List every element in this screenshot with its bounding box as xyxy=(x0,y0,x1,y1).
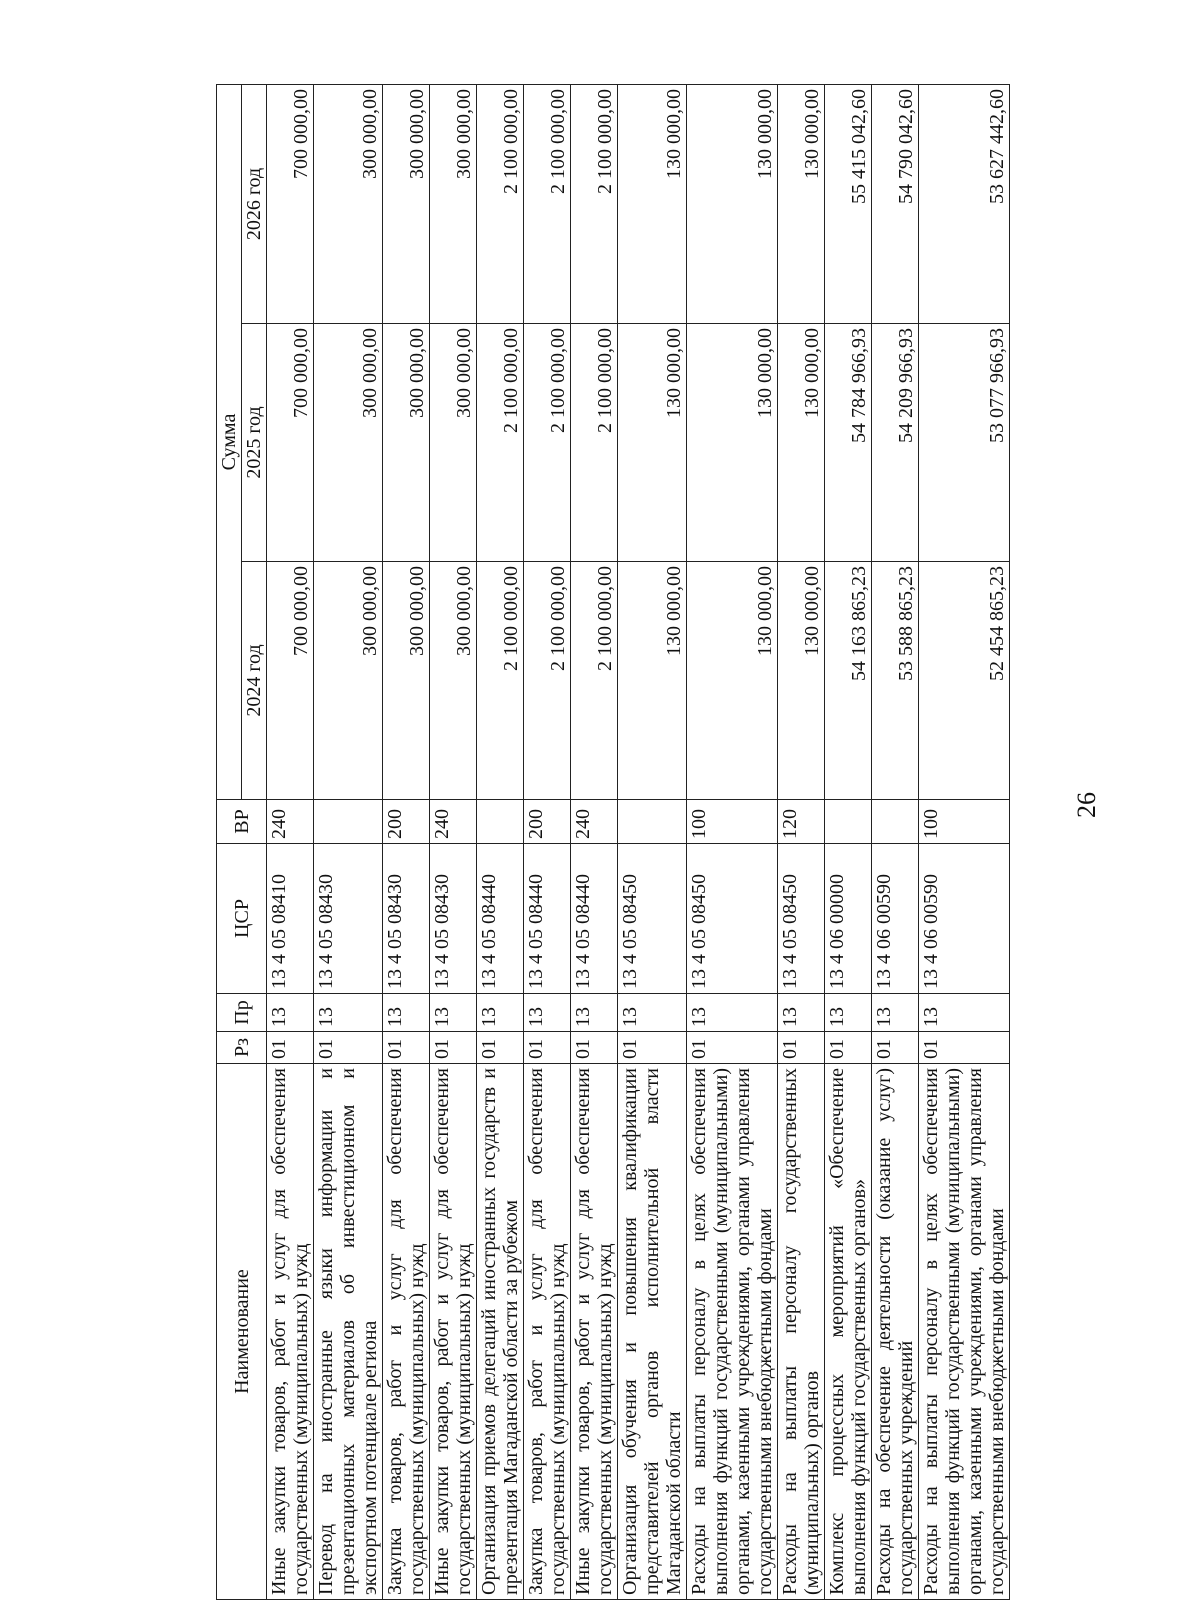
cell-y2026: 2 100 000,00 xyxy=(571,84,618,323)
cell-rz: 01 xyxy=(383,1032,430,1064)
cell-y2024: 52 454 865,23 xyxy=(919,562,1010,800)
cell-y2024: 53 588 865,23 xyxy=(872,562,919,800)
cell-rz: 01 xyxy=(919,1032,1010,1064)
cell-y2025: 53 077 966,93 xyxy=(919,324,1010,562)
cell-csr: 13 4 05 08450 xyxy=(778,844,825,994)
cell-rz: 01 xyxy=(687,1032,778,1064)
cell-csr: 13 4 05 08430 xyxy=(430,844,477,994)
cell-y2026: 2 100 000,00 xyxy=(477,84,524,323)
page-number: 26 xyxy=(1072,792,1101,818)
cell-pr: 13 xyxy=(825,994,872,1032)
cell-y2024: 300 000,00 xyxy=(314,562,383,800)
table-row xyxy=(524,84,571,1599)
cell-y2025: 2 100 000,00 xyxy=(571,324,618,562)
cell-y2024: 2 100 000,00 xyxy=(524,562,571,800)
cell-pr: 13 xyxy=(872,994,919,1032)
table-row xyxy=(477,84,524,1599)
cell-pr: 13 xyxy=(618,994,687,1032)
table-row xyxy=(618,84,687,1599)
cell-csr: 13 4 05 08440 xyxy=(571,844,618,994)
cell-vr: 240 xyxy=(267,800,314,844)
table-row xyxy=(778,84,825,1599)
cell-pr: 13 xyxy=(571,994,618,1032)
cell-pr: 13 xyxy=(430,994,477,1032)
cell-name: Расходы на выплаты персоналу в целях обеспечения выполнения функций государственными (муниципальными) органами, казенными учреждениями, органами управления государственными внебюджетными фондами xyxy=(919,1064,1010,1600)
cell-y2025: 300 000,00 xyxy=(430,324,477,562)
header-pr: Пр xyxy=(217,994,267,1032)
cell-rz: 01 xyxy=(618,1032,687,1064)
cell-csr: 13 4 06 00590 xyxy=(919,844,1010,994)
cell-csr: 13 4 06 00000 xyxy=(825,844,872,994)
cell-y2026: 300 000,00 xyxy=(430,84,477,323)
cell-y2025: 2 100 000,00 xyxy=(524,324,571,562)
cell-y2026: 55 415 042,60 xyxy=(825,84,872,323)
cell-y2024: 130 000,00 xyxy=(778,562,825,800)
cell-name: Иные закупки товаров, работ и услуг для обеспечения государственных (муниципальных) нужд xyxy=(571,1064,618,1600)
cell-y2025: 130 000,00 xyxy=(687,324,778,562)
cell-rz: 01 xyxy=(778,1032,825,1064)
cell-y2024: 700 000,00 xyxy=(267,562,314,800)
cell-y2025: 300 000,00 xyxy=(383,324,430,562)
header-sum: Сумма xyxy=(217,84,242,799)
header-2026: 2026 год xyxy=(242,84,267,323)
cell-name: Организация обучения и повышения квалификации представителей органов исполнительной власти Магаданской области xyxy=(618,1064,687,1600)
cell-csr: 13 4 05 08410 xyxy=(267,844,314,994)
table-row xyxy=(267,84,314,1599)
cell-pr: 13 xyxy=(687,994,778,1032)
cell-y2025: 700 000,00 xyxy=(267,324,314,562)
cell-pr: 13 xyxy=(524,994,571,1032)
cell-vr: 200 xyxy=(383,800,430,844)
header-2025: 2025 год xyxy=(242,324,267,562)
cell-csr: 13 4 05 08430 xyxy=(314,844,383,994)
cell-y2025: 130 000,00 xyxy=(618,324,687,562)
table-row xyxy=(383,84,430,1599)
cell-y2026: 53 627 442,60 xyxy=(919,84,1010,323)
cell-vr: 240 xyxy=(571,800,618,844)
cell-rz: 01 xyxy=(825,1032,872,1064)
table-header xyxy=(217,84,267,1599)
cell-csr: 13 4 05 08440 xyxy=(477,844,524,994)
cell-pr: 13 xyxy=(919,994,1010,1032)
cell-vr: 240 xyxy=(430,800,477,844)
cell-vr xyxy=(825,800,872,844)
header-2024: 2024 год xyxy=(242,562,267,800)
cell-name: Иные закупки товаров, работ и услуг для обеспечения государственных (муниципальных) нужд xyxy=(430,1064,477,1600)
cell-y2026: 300 000,00 xyxy=(314,84,383,323)
cell-pr: 13 xyxy=(477,994,524,1032)
cell-name: Перевод на иностранные языки информации и презентационных материалов об инвестиционном и экспортном потенциале региона xyxy=(314,1064,383,1600)
cell-y2025: 2 100 000,00 xyxy=(477,324,524,562)
cell-y2024: 2 100 000,00 xyxy=(571,562,618,800)
cell-y2024: 130 000,00 xyxy=(687,562,778,800)
cell-csr: 13 4 05 08430 xyxy=(383,844,430,994)
cell-csr: 13 4 06 00590 xyxy=(872,844,919,994)
table-row xyxy=(919,84,1010,1599)
cell-vr xyxy=(314,800,383,844)
header-name: Наименование xyxy=(217,1064,267,1600)
cell-y2026: 130 000,00 xyxy=(687,84,778,323)
cell-vr: 200 xyxy=(524,800,571,844)
cell-name: Расходы на выплаты персоналу в целях обеспечения выполнения функций государственными (муниципальными) органами, казенными учреждениями, органами управления государственными внебюджетными фондами xyxy=(687,1064,778,1600)
cell-vr: 120 xyxy=(778,800,825,844)
cell-rz: 01 xyxy=(872,1032,919,1064)
table-body xyxy=(267,84,1010,1599)
cell-y2025: 130 000,00 xyxy=(778,324,825,562)
cell-y2026: 130 000,00 xyxy=(618,84,687,323)
cell-csr: 13 4 05 08450 xyxy=(618,844,687,994)
cell-rz: 01 xyxy=(571,1032,618,1064)
cell-rz: 01 xyxy=(477,1032,524,1064)
cell-y2024: 300 000,00 xyxy=(430,562,477,800)
cell-y2026: 130 000,00 xyxy=(778,84,825,323)
header-csr: ЦСР xyxy=(217,844,267,994)
cell-name: Расходы на выплаты персоналу государственных (муниципальных) органов xyxy=(778,1064,825,1600)
cell-name: Комплекс процессных мероприятий «Обеспечение выполнения функций государственных органов» xyxy=(825,1064,872,1600)
cell-pr: 13 xyxy=(267,994,314,1032)
cell-pr: 13 xyxy=(383,994,430,1032)
cell-rz: 01 xyxy=(524,1032,571,1064)
cell-y2025: 300 000,00 xyxy=(314,324,383,562)
cell-name: Расходы на обеспечение деятельности (оказание услуг) государственных учреждений xyxy=(872,1064,919,1600)
cell-y2026: 2 100 000,00 xyxy=(524,84,571,323)
cell-name: Закупка товаров, работ и услуг для обеспечения государственных (муниципальных) нужд xyxy=(383,1064,430,1600)
table-row xyxy=(872,84,919,1599)
cell-rz: 01 xyxy=(267,1032,314,1064)
table-row xyxy=(825,84,872,1599)
cell-y2026: 300 000,00 xyxy=(383,84,430,323)
table-row xyxy=(571,84,618,1599)
cell-vr: 100 xyxy=(687,800,778,844)
cell-csr: 13 4 05 08450 xyxy=(687,844,778,994)
cell-y2024: 300 000,00 xyxy=(383,562,430,800)
cell-vr xyxy=(618,800,687,844)
cell-vr xyxy=(477,800,524,844)
cell-pr: 13 xyxy=(314,994,383,1032)
cell-vr: 100 xyxy=(919,800,1010,844)
cell-y2024: 2 100 000,00 xyxy=(477,562,524,800)
cell-y2024: 130 000,00 xyxy=(618,562,687,800)
cell-y2025: 54 784 966,93 xyxy=(825,324,872,562)
cell-y2024: 54 163 865,23 xyxy=(825,562,872,800)
header-rz: Рз xyxy=(217,1032,267,1064)
cell-name: Организация приемов делегаций иностранных государств и презентация Магаданской области за рубежом xyxy=(477,1064,524,1600)
cell-y2026: 700 000,00 xyxy=(267,84,314,323)
cell-rz: 01 xyxy=(314,1032,383,1064)
header-vr: ВР xyxy=(217,800,267,844)
cell-rz: 01 xyxy=(430,1032,477,1064)
cell-y2025: 54 209 966,93 xyxy=(872,324,919,562)
cell-vr xyxy=(872,800,919,844)
table-row xyxy=(430,84,477,1599)
budget-table xyxy=(216,84,1010,1600)
cell-csr: 13 4 05 08440 xyxy=(524,844,571,994)
cell-pr: 13 xyxy=(778,994,825,1032)
cell-name: Иные закупки товаров, работ и услуг для обеспечения государственных (муниципальных) нужд xyxy=(267,1064,314,1600)
cell-y2026: 54 790 042,60 xyxy=(872,84,919,323)
table-row xyxy=(687,84,778,1599)
table-row xyxy=(314,84,383,1599)
cell-name: Закупка товаров, работ и услуг для обеспечения государственных (муниципальных) нужд xyxy=(524,1064,571,1600)
